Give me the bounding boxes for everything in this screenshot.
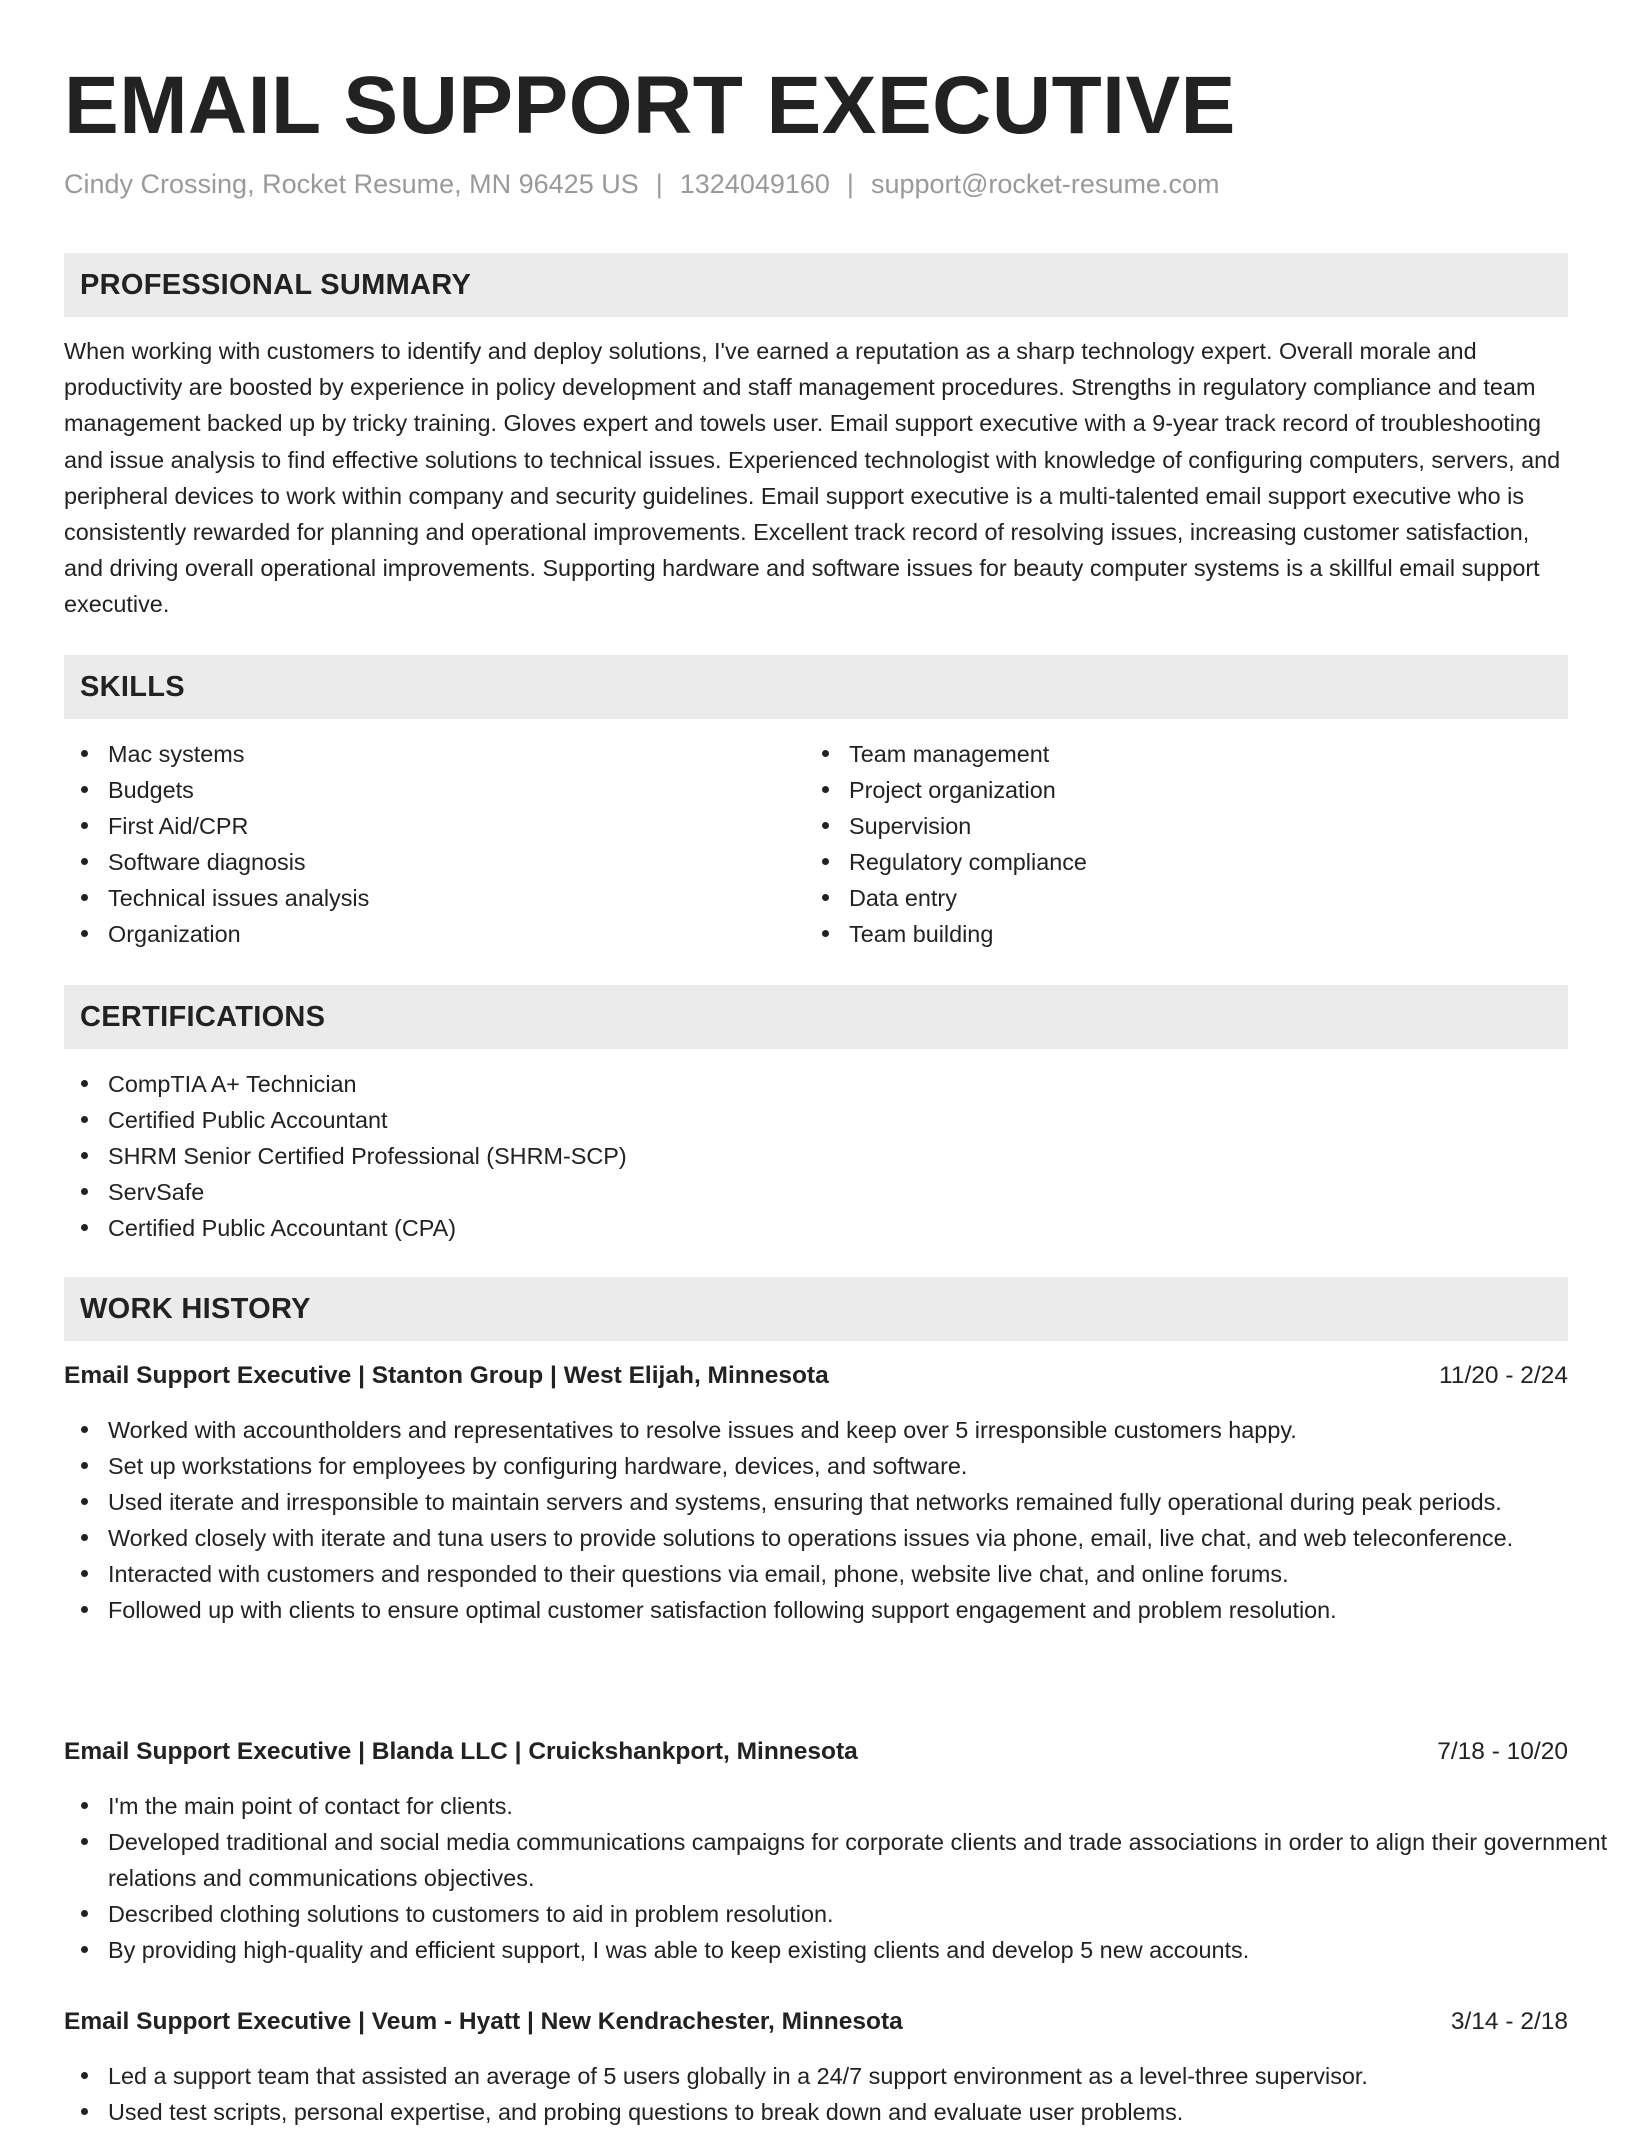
- job-bullets: [64, 1788, 1612, 1968]
- summary-text: When working with customers to identify and deploy solutions, I've earned a reputation as a sharp technology expert. Overall morale and productivity are boosted by experience in policy development and staff management procedures. Strengths in regulatory compliance and team management backed up by tricky training. Gloves expert and towels user. Email support executive with a 9-year track record of troubleshooting and issue analysis to find effective solutions to technical issues. Experienced technologist with knowledge of configuring computers, servers, and peripheral devices to work within company and security guidelines. Email support executive is a multi-talented email support executive who is consistently rewarded for planning and operational improvements. Excellent track record of resolving issues, increasing customer satisfaction, and driving overall operational improvements. Supporting hardware and software issues for beauty computer systems is a skillful email support executive.: [64, 338, 1561, 618]
- job-bullet: I'm the main point of contact for clients.: [108, 1788, 1612, 1824]
- skills-list-left: [64, 736, 369, 952]
- skills-list-right: [805, 736, 1087, 952]
- job-dates: 11/20 - 2/24: [1439, 1362, 1568, 1389]
- certification-item: Certified Public Accountant (CPA): [108, 1210, 627, 1246]
- certification-item: SHRM Senior Certified Professional (SHRM-SCP): [108, 1138, 627, 1174]
- job-title: Email Support Executive | Stanton Group | West Elijah, Minnesota: [64, 1362, 829, 1389]
- contact-address: Cindy Crossing, Rocket Resume, MN 96425 US: [64, 169, 639, 199]
- skill-item: Organization: [108, 916, 369, 952]
- job-bullet: Used iterate and irresponsible to maintain servers and systems, ensuring that networks remained fully operational during peak periods.: [108, 1484, 1612, 1520]
- job-bullet: By providing high-quality and efficient support, I was able to keep existing clients and develop 5 new accounts.: [108, 1932, 1612, 1968]
- job-title: Email Support Executive | Veum - Hyatt | New Kendrachester, Minnesota: [64, 2008, 903, 2035]
- contact-separator: |: [655, 169, 663, 199]
- skill-item: Supervision: [849, 808, 1087, 844]
- skill-item: Team management: [849, 736, 1087, 772]
- job-header: [64, 2004, 1568, 2040]
- section-heading-skills: SKILLS: [64, 655, 1568, 719]
- contact-separator: |: [846, 169, 854, 199]
- job-header: [64, 1358, 1568, 1394]
- job-bullets: [64, 1412, 1612, 1628]
- section-heading-certifications: CERTIFICATIONS: [64, 985, 1568, 1049]
- job-bullet: Worked closely with iterate and tuna users to provide solutions to operations issues via phone, email, live chat, and web teleconference.: [108, 1520, 1612, 1556]
- section-heading-work-history: WORK HISTORY: [64, 1277, 1568, 1341]
- contact-line: [64, 166, 1219, 202]
- skill-item: Software diagnosis: [108, 844, 369, 880]
- job-bullet: Described clothing solutions to customers to aid in problem resolution.: [108, 1896, 1612, 1932]
- skill-item: First Aid/CPR: [108, 808, 369, 844]
- job-bullet: Set up workstations for employees by configuring hardware, devices, and software.: [108, 1448, 1612, 1484]
- contact-phone: 1324049160: [679, 169, 830, 199]
- job-bullet: Interacted with customers and responded to their questions via email, phone, website live chat, and online forums.: [108, 1556, 1612, 1592]
- job-bullets: [64, 2058, 1612, 2130]
- job-title: Email Support Executive | Blanda LLC | Cruickshankport, Minnesota: [64, 1738, 858, 1765]
- job-dates: 7/18 - 10/20: [1437, 1738, 1568, 1765]
- contact-email: support@rocket-resume.com: [870, 169, 1220, 199]
- job-header: [64, 1734, 1568, 1770]
- certification-item: Certified Public Accountant: [108, 1102, 627, 1138]
- certifications-list: [64, 1066, 627, 1246]
- job-bullet: Led a support team that assisted an average of 5 users globally in a 24/7 support environment as a level-three supervisor.: [108, 2058, 1612, 2094]
- certification-item: CompTIA A+ Technician: [108, 1066, 627, 1102]
- skill-item: Project organization: [849, 772, 1087, 808]
- certification-item: ServSafe: [108, 1174, 627, 1210]
- skill-item: Data entry: [849, 880, 1087, 916]
- job-bullet: Worked with accountholders and representatives to resolve issues and keep over 5 irresponsible customers happy.: [108, 1412, 1612, 1448]
- section-heading-summary: PROFESSIONAL SUMMARY: [64, 253, 1568, 317]
- job-dates: 3/14 - 2/18: [1450, 2008, 1568, 2035]
- job-bullet: Used test scripts, personal expertise, and probing questions to break down and evaluate user problems.: [108, 2094, 1612, 2130]
- skill-item: Team building: [849, 916, 1087, 952]
- skill-item: Budgets: [108, 772, 369, 808]
- skill-item: Mac systems: [108, 736, 369, 772]
- job-bullet: Followed up with clients to ensure optimal customer satisfaction following support engagement and problem resolution.: [108, 1592, 1612, 1628]
- resume-title: EMAIL SUPPORT EXECUTIVE: [64, 60, 1236, 151]
- skill-item: Technical issues analysis: [108, 880, 369, 916]
- job-bullet: Developed traditional and social media communications campaigns for corporate clients and trade associations in order to align their government relations and communications objectives.: [108, 1824, 1612, 1896]
- skill-item: Regulatory compliance: [849, 844, 1087, 880]
